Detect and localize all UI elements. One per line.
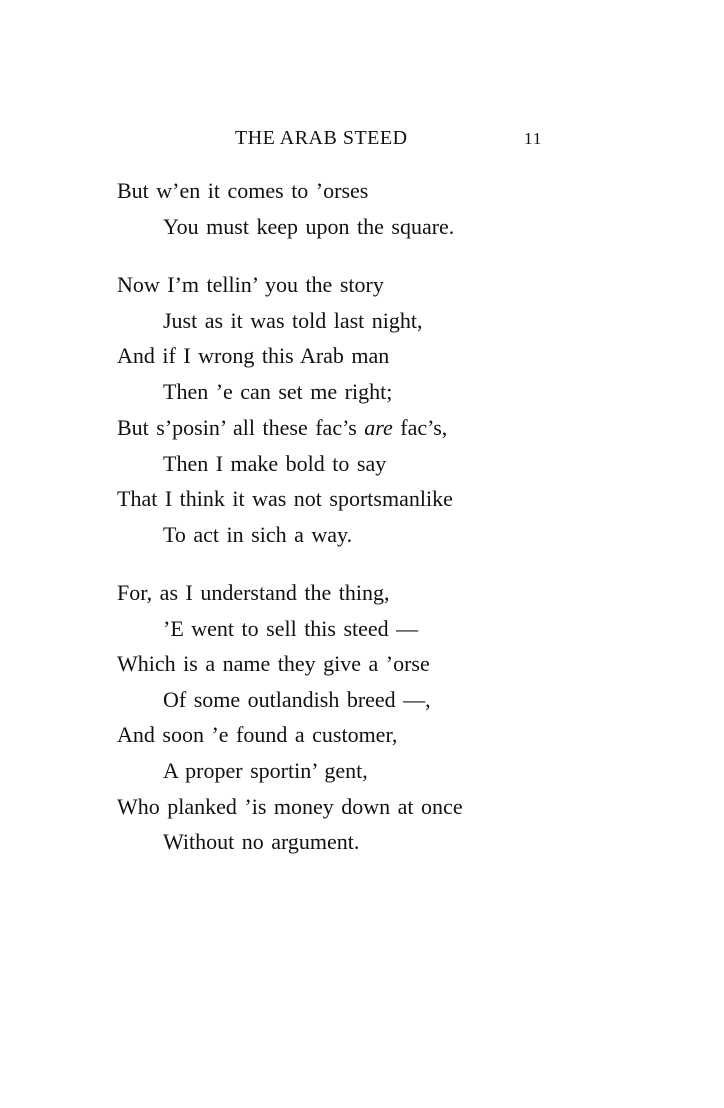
poem-line: Of some outlandish breed —, bbox=[163, 687, 431, 712]
poem-line: But w’en it comes to ’orses bbox=[117, 178, 369, 203]
poem-line: Which is a name they give a ’orse bbox=[117, 651, 430, 676]
poem-line: Then I make bold to say bbox=[163, 451, 387, 476]
running-header-title: THE ARAB STEED bbox=[235, 127, 408, 149]
poem-line-text: But s’posin’ all these fac’s bbox=[117, 415, 365, 440]
poem-line: Then ’e can set me right; bbox=[163, 379, 393, 404]
page-number: 11 bbox=[524, 129, 543, 148]
poem-line: And if I wrong this Arab man bbox=[117, 343, 390, 368]
italic-word: are bbox=[364, 415, 393, 440]
poem-line: A proper sportin’ gent, bbox=[163, 758, 368, 783]
poem-line: Without no argument. bbox=[163, 829, 360, 854]
poem-line-text: fac’s, bbox=[392, 415, 448, 440]
poem-line: ’E went to sell this steed — bbox=[163, 616, 419, 641]
poem-line: That I think it was not sportsmanlike bbox=[117, 486, 453, 511]
poem-line bbox=[117, 415, 447, 441]
poem-line: For, as I understand the thing, bbox=[117, 580, 390, 605]
poem-line: Just as it was told last night, bbox=[163, 308, 423, 333]
poem-line: Now I’m tellin’ you the story bbox=[117, 272, 384, 297]
poem-line: Who planked ’is money down at once bbox=[117, 794, 463, 819]
poem-line: And soon ’e found a customer, bbox=[117, 722, 398, 747]
poem-line: You must keep upon the square. bbox=[163, 214, 455, 239]
poem-line: To act in sich a way. bbox=[163, 522, 353, 547]
